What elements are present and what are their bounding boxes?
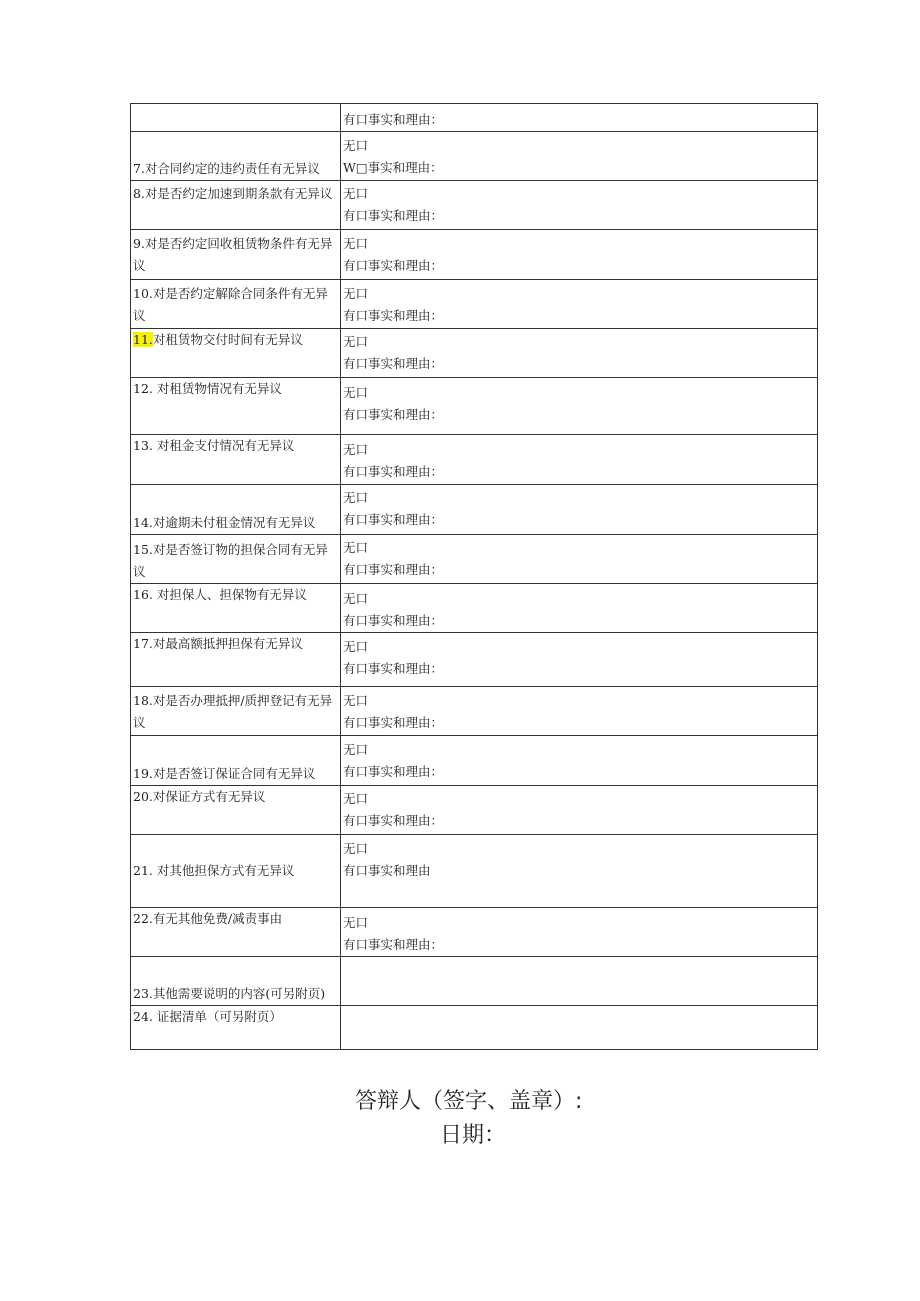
- yes-option[interactable]: 有口事实和理由：: [343, 407, 444, 422]
- yes-option[interactable]: 有口事实和理由：: [343, 464, 444, 479]
- yes-option[interactable]: 有口事实和理由：: [343, 308, 444, 323]
- question-text: 16. 对担保人、担保物有无异议: [133, 587, 307, 602]
- question-text: 24. 证据清单（可另附页）: [133, 1009, 282, 1024]
- question-text: 8.对是否约定加速到期条款有无异议: [133, 186, 333, 201]
- answer-cell: [341, 584, 818, 633]
- form-row: [131, 584, 818, 633]
- answer-cell: [341, 104, 818, 132]
- answer-input-cell[interactable]: [341, 957, 818, 1006]
- no-option[interactable]: 无口: [343, 442, 369, 457]
- form-row: [131, 485, 818, 535]
- no-option[interactable]: 无口: [343, 841, 369, 856]
- yes-option[interactable]: 有口事实和理由：: [343, 512, 444, 527]
- question-text: 12. 对租赁物情况有无异议: [133, 381, 282, 396]
- question-cell: [131, 687, 341, 736]
- question-text: 21. 对其他担保方式有无异议: [133, 863, 295, 878]
- no-option[interactable]: 无口: [343, 915, 369, 930]
- answer-cell: [341, 786, 818, 835]
- no-option[interactable]: 无口: [343, 540, 369, 555]
- no-option[interactable]: 无口: [343, 334, 369, 349]
- form-row: [131, 378, 818, 435]
- question-cell: [131, 633, 341, 687]
- answer-line: 有口事实和理由：: [343, 112, 444, 127]
- no-option[interactable]: 无口: [343, 286, 369, 301]
- question-cell: [131, 957, 341, 1006]
- question-text: 20.对保证方式有无异议: [133, 789, 266, 804]
- question-text: 14.对逾期未付租金情况有无异议: [133, 515, 316, 530]
- form-row: [131, 1006, 818, 1050]
- yes-option[interactable]: 有口事实和理由：: [343, 937, 444, 952]
- question-text: 13. 对租金支付情况有无异议: [133, 438, 295, 453]
- answer-cell: [341, 908, 818, 957]
- answer-cell: [341, 835, 818, 908]
- answer-cell: [341, 329, 818, 378]
- yes-option[interactable]: 有口事实和理由：: [343, 613, 444, 628]
- answer-cell: [341, 378, 818, 435]
- highlighted-number: 11.: [133, 332, 153, 347]
- signature-label: 答辩人（签字、盖章）:: [355, 1089, 583, 1114]
- form-row: [131, 435, 818, 485]
- form-row: [131, 835, 818, 908]
- question-text: 10.对是否约定解除合同条件有无异议: [133, 286, 328, 323]
- form-row: [131, 633, 818, 687]
- question-text: 17.对最高额抵押担保有无异议: [133, 636, 303, 651]
- question-cell: [131, 230, 341, 280]
- no-option[interactable]: 无口: [343, 791, 369, 806]
- question-cell: [131, 435, 341, 485]
- question-text: 18.对是否办理抵押/质押登记有无异议: [133, 693, 333, 730]
- answer-cell: [341, 280, 818, 329]
- question-cell: [131, 786, 341, 835]
- question-text: [133, 329, 338, 351]
- no-option[interactable]: 无口: [343, 385, 369, 400]
- question-text: 15.对是否签订物的担保合同有无异议: [133, 542, 328, 579]
- form-row: [131, 535, 818, 584]
- answer-cell: [341, 535, 818, 584]
- question-cell: [131, 835, 341, 908]
- question-cell: [131, 908, 341, 957]
- form-row: [131, 957, 818, 1006]
- date-label: 日期：: [440, 1123, 507, 1148]
- question-cell: [131, 181, 341, 230]
- question-cell: [131, 280, 341, 329]
- no-option[interactable]: 无口: [343, 742, 369, 757]
- question-text: 9.对是否约定回收租赁物条件有无异议: [133, 236, 333, 273]
- yes-option[interactable]: 有口事实和理由：: [343, 258, 444, 273]
- answer-cell: [341, 633, 818, 687]
- question-text: 19.对是否签订保证合同有无异议: [133, 766, 316, 781]
- yes-option[interactable]: W□事实和理由：: [343, 160, 443, 175]
- no-option[interactable]: 无口: [343, 138, 369, 153]
- form-row: [131, 736, 818, 786]
- answer-cell: [341, 485, 818, 535]
- yes-option[interactable]: 有口事实和理由: [343, 863, 431, 878]
- form-row: [131, 280, 818, 329]
- defense-form-table: [130, 103, 818, 1050]
- yes-option[interactable]: 有口事实和理由：: [343, 661, 444, 676]
- question-cell: [131, 535, 341, 584]
- form-row: [131, 230, 818, 280]
- question-cell: [131, 736, 341, 786]
- question-cell: [131, 329, 341, 378]
- no-option[interactable]: 无口: [343, 236, 369, 251]
- question-text: 23.其他需要说明的内容(可另附页): [133, 986, 326, 1001]
- answer-cell: [341, 687, 818, 736]
- question-cell: [131, 132, 341, 181]
- yes-option[interactable]: 有口事实和理由：: [343, 715, 444, 730]
- answer-cell: [341, 435, 818, 485]
- yes-option[interactable]: 有口事实和理由：: [343, 208, 444, 223]
- answer-cell: [341, 736, 818, 786]
- yes-option[interactable]: 有口事实和理由：: [343, 562, 444, 577]
- form-row: [131, 181, 818, 230]
- form-row: [131, 132, 818, 181]
- form-row: [131, 786, 818, 835]
- question-text: 7.对合同约定的违约责任有无异议: [133, 161, 320, 176]
- answer-cell: [341, 230, 818, 280]
- no-option[interactable]: 无口: [343, 186, 369, 201]
- no-option[interactable]: 无口: [343, 591, 369, 606]
- yes-option[interactable]: 有口事实和理由：: [343, 764, 444, 779]
- question-cell: [131, 378, 341, 435]
- question-cell: [131, 485, 341, 535]
- no-option[interactable]: 无口: [343, 693, 369, 708]
- no-option[interactable]: 无口: [343, 490, 369, 505]
- question-cell: [131, 104, 341, 132]
- yes-option[interactable]: 有口事实和理由：: [343, 356, 444, 371]
- no-option[interactable]: 无口: [343, 639, 369, 654]
- form-row: [131, 687, 818, 736]
- question-text-rest: 对租赁物交付时间有无异议: [152, 332, 303, 347]
- answer-input-cell[interactable]: [341, 1006, 818, 1050]
- answer-cell: [341, 132, 818, 181]
- form-row: [131, 329, 818, 378]
- form-row: [131, 908, 818, 957]
- question-cell: [131, 584, 341, 633]
- answer-cell: [341, 181, 818, 230]
- form-row: [131, 104, 818, 132]
- yes-option[interactable]: 有口事实和理由：: [343, 813, 444, 828]
- question-cell: [131, 1006, 341, 1050]
- question-text: 22.有无其他免费/减责事由: [133, 911, 283, 926]
